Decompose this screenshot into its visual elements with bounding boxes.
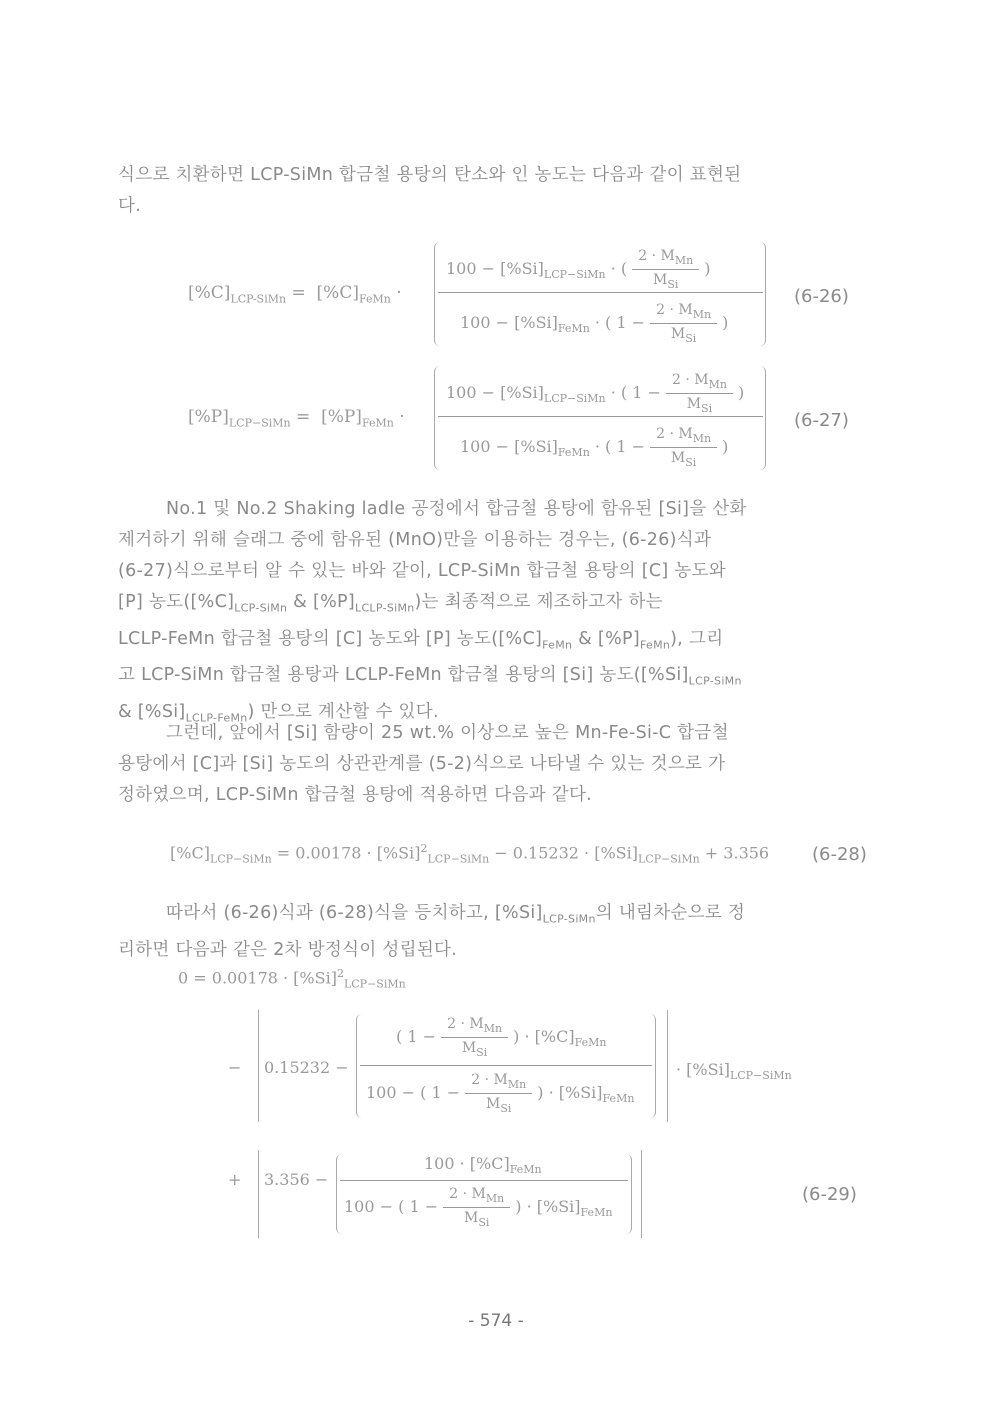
eq-sub: FeMn [602,1091,635,1105]
equation-number: (6-28) [812,844,867,865]
inner-den: M [653,271,668,288]
body-paragraph-3 [118,898,873,966]
paragraph-line: 그런데, 앞에서 [Si] 함량이 25 wt.% 이상으로 높은 Mn-Fe-Si-C 합금철 [166,723,729,743]
eq-sub: LCP−SiMn [729,1069,792,1083]
text-run: & [%Si] [118,701,186,722]
paragraph-line: 제거하기 위해 슬래그 중에 함유된 (MnO)만을 이용하는 경우는, (6-26)식과 [118,530,712,550]
page-number: - 574 - [468,1311,524,1331]
eq-sub: FeMn [557,321,590,335]
eq-numerator: $100 - [\%Si]_{LCP-SiMn}$ · ( $\frac{2 \cdot M_{Mn}}{M_{Si}}$ ) [446,248,711,291]
inner-num: 2 · M [656,302,693,318]
inner-num: 2 · M [656,426,693,442]
text-run: 따라서 (6-26)식과 (6-28)식을 등치하고, [%Si] [166,903,543,923]
eq-sub: FeMn [574,1035,607,1049]
eq-term: 0 = 0.00178 · [%Si] [178,968,337,988]
paragraph-line: No.1 및 No.2 Shaking ladle 공정에서 합금철 용탕에 함유된 [Si]을 산화 [166,499,747,519]
eq-sub: Si [667,277,679,291]
one-minus: 1 − [407,1026,436,1046]
paragraph-line: 용탕에서 [C]과 [Si] 농도의 상관관계를 (5-2)식으로 나타낼 수 있는 것으로 가 [118,754,726,774]
equation-6-28 [170,842,769,866]
eq-sub: FeMn [358,292,391,306]
text-run: & [%P] [572,628,640,649]
eq-denominator: $100 - [\%Si]_{FeMn}$ · ( 1 − $\frac{2 \cdot M_{Mn}}{M_{Si}}$ ) [460,302,729,345]
eq-numerator: $100 - [\%Si]_{LCP-SiMn}$ · ( 1 − $\frac{2 \cdot M_{Mn}}{M_{Si}}$ ) [446,372,745,415]
eq-term: + 3.356 [699,843,770,863]
eq-sub: FeMn [557,445,590,459]
inner-den: M [485,1095,501,1112]
text-sub: LCLP-SiMn [355,601,415,615]
eq-term: 100 − [%Si] [460,312,558,332]
eq-term: · [%C] [524,1026,575,1046]
one-minus: 1 − [616,436,646,456]
equation-number: (6-27) [794,410,849,431]
equation-6-26 [188,240,888,350]
fraction-bar [438,292,763,293]
eq-lhs: [%P] [188,407,229,427]
frac2-denominator: 100 − ( 1 − $\frac{2 \cdot M_{Mn}}{M_{Si}}$ ) · $[\%Si]_{FeMn}$ [344,1186,613,1229]
text-run: 고 LCP-SiMn 합금철 용탕과 LCLP-FeMn 합금철 용탕의 [Si] 농도([%Si] [118,665,689,685]
eq-sub: Si [701,401,713,415]
eq-sub: Mn [483,1021,503,1035]
eq-term: 100 − [366,1082,416,1102]
inner-num: 2 · M [638,248,675,264]
eq-sub: FeMn [361,416,394,430]
eq-sub: LCP−SiMn [209,852,272,866]
eq-term: · [%Si] [676,1060,730,1079]
eq-term: 0.15232 − [264,1058,349,1077]
equation-6-29-line3 [228,1150,868,1242]
eq-sub: Mn [507,1077,527,1091]
one-minus: 1 − [632,382,661,402]
eq-term: = 0.00178 · [%Si] [271,843,421,863]
eq-sup: 2 [420,842,428,855]
equation-6-27 [188,364,888,474]
eq-sup: 2 [336,967,344,980]
text-run: ), 그리 [670,628,724,649]
eq-sub: LCP-SiMn [230,292,287,306]
intro-line: 식으로 치환하면 LCP-SiMn 합금철 용탕의 탄소와 인 농도는 다음과 같이 표현된 [118,165,742,185]
equation-number: (6-29) [802,1184,857,1205]
text-sub: LCP-SiMn [542,912,596,926]
eq-rhs: [%C] [316,283,359,303]
paragraph-line [118,898,873,935]
eq-sub: LCP−SiMn [427,852,490,866]
inner-den: M [670,325,686,342]
eq-term: 3.356 − [264,1170,329,1189]
eq-rhs: [%P] [321,407,362,427]
text-run: [P] 농도([%C] [118,592,235,612]
eq-term: · [%Si] [548,1082,603,1102]
text-run: )는 최종적으로 제조하고자 하는 [414,592,663,612]
eq-term: · [%Si] [526,1196,581,1216]
eq-sub: FeMn [580,1205,613,1219]
inner-den: M [686,395,702,412]
text-sub: FeMn [542,638,573,651]
eq-lhs: [%C] [188,283,231,303]
inner-num: 2 · M [449,1186,486,1202]
text-sub: LCLP-FeMn [185,711,248,724]
one-minus: 1 − [409,1196,439,1216]
eq-denominator: $100 - [\%Si]_{FeMn}$ · ( 1 − $\frac{2 \cdot M_{Mn}}{M_{Si}}$ ) [460,426,729,469]
eq-sign: = [291,283,306,303]
minus-sign: − [228,1058,242,1077]
body-paragraph-2 [118,718,873,811]
paragraph-line: 리하면 다음과 같은 2차 방정식이 성립된다. [118,939,458,960]
body-paragraph-1 [118,494,873,733]
eq-sub: Si [685,455,697,469]
paragraph-line: (6-27)식으로부터 알 수 있는 바와 같이, LCP-SiMn 합금철 용탕의 [C] 농도와 [118,561,726,581]
paragraph-line [118,587,873,624]
equation-6-29-line1 [178,967,406,991]
eq-sub: LCP−SiMn [228,416,291,430]
one-minus: 1 − [431,1082,461,1102]
eq-term: 100 − [%Si] [446,258,544,278]
eq-term: 100 − [%Si] [460,436,558,456]
plus-sign: + [228,1170,242,1189]
fraction-bar [360,1065,652,1066]
frac1-numerator: ( 1 − $\frac{2 \cdot M_{Mn}}{M_{Si}}$ ) · $[\%C]_{FeMn}$ [396,1016,607,1059]
equation-number: (6-26) [794,286,849,307]
text-run: ) 만으로 계산할 수 있다. [247,701,439,722]
inner-num: 2 · M [471,1072,508,1088]
eq-sub: Mn [708,377,727,391]
eq-term: [%C] [170,843,210,863]
eq-sub: Mn [674,253,694,267]
inner-den: M [461,1039,477,1056]
eq-sub: FeMn [509,1163,542,1177]
eq-term: 100 − [344,1196,394,1216]
frac1-denominator: 100 − ( 1 − $\frac{2 \cdot M_{Mn}}{M_{Si}}$ ) · $[\%Si]_{FeMn}$ [366,1072,635,1115]
eq-sub: LCP−SiMn [637,852,700,866]
eq-sub: Si [500,1101,512,1115]
eq-term: 100 · [%C] [424,1154,510,1173]
eq-sub: Si [478,1215,490,1229]
text-run: LCLP-FeMn 합금철 용탕의 [C] 농도와 [P] 농도([%C] [118,628,543,649]
eq-sub: Mn [692,431,712,445]
eq-term: 100 − [%Si] [446,382,544,402]
frac2-numerator [424,1154,542,1176]
equation-6-29-line2 [228,1010,848,1125]
text-run: & [%P] [287,592,356,612]
paragraph-line [118,660,873,697]
inner-den: M [670,449,686,466]
eq-dot: · [396,283,402,303]
eq-sub: LCP−SiMn [343,977,406,991]
inner-num: 2 · M [447,1016,484,1032]
paragraph-line [118,624,873,661]
paragraph-line: 정하였으며, LCP-SiMn 합금철 용탕에 적용하면 다음과 같다. [118,785,593,805]
text-sub: LCP-SiMn [688,674,742,688]
fraction-bar [438,416,763,417]
eq-sub: LCP−SiMn [543,267,606,281]
eq-sub: Si [476,1045,488,1059]
eq-sub: LCP−SiMn [543,391,606,405]
inner-den: M [463,1209,479,1226]
fraction-bar [340,1180,628,1181]
eq-dot: · [399,407,405,427]
text-sub: FeMn [639,638,671,651]
intro-paragraph [118,160,873,222]
eq-times [676,1060,792,1082]
text-sub: LCP-SiMn [234,601,288,615]
inner-num: 2 · M [672,372,709,388]
eq-term: − 0.15232 · [%Si] [489,843,638,863]
eq-sub: Mn [692,307,712,321]
intro-line: 다. [118,196,142,216]
eq-sign: = [296,407,311,427]
eq-sub: Mn [485,1191,505,1205]
one-minus: 1 − [616,312,646,332]
eq-sub: Si [685,331,697,345]
text-run: 의 내림차순으로 정 [595,903,746,923]
